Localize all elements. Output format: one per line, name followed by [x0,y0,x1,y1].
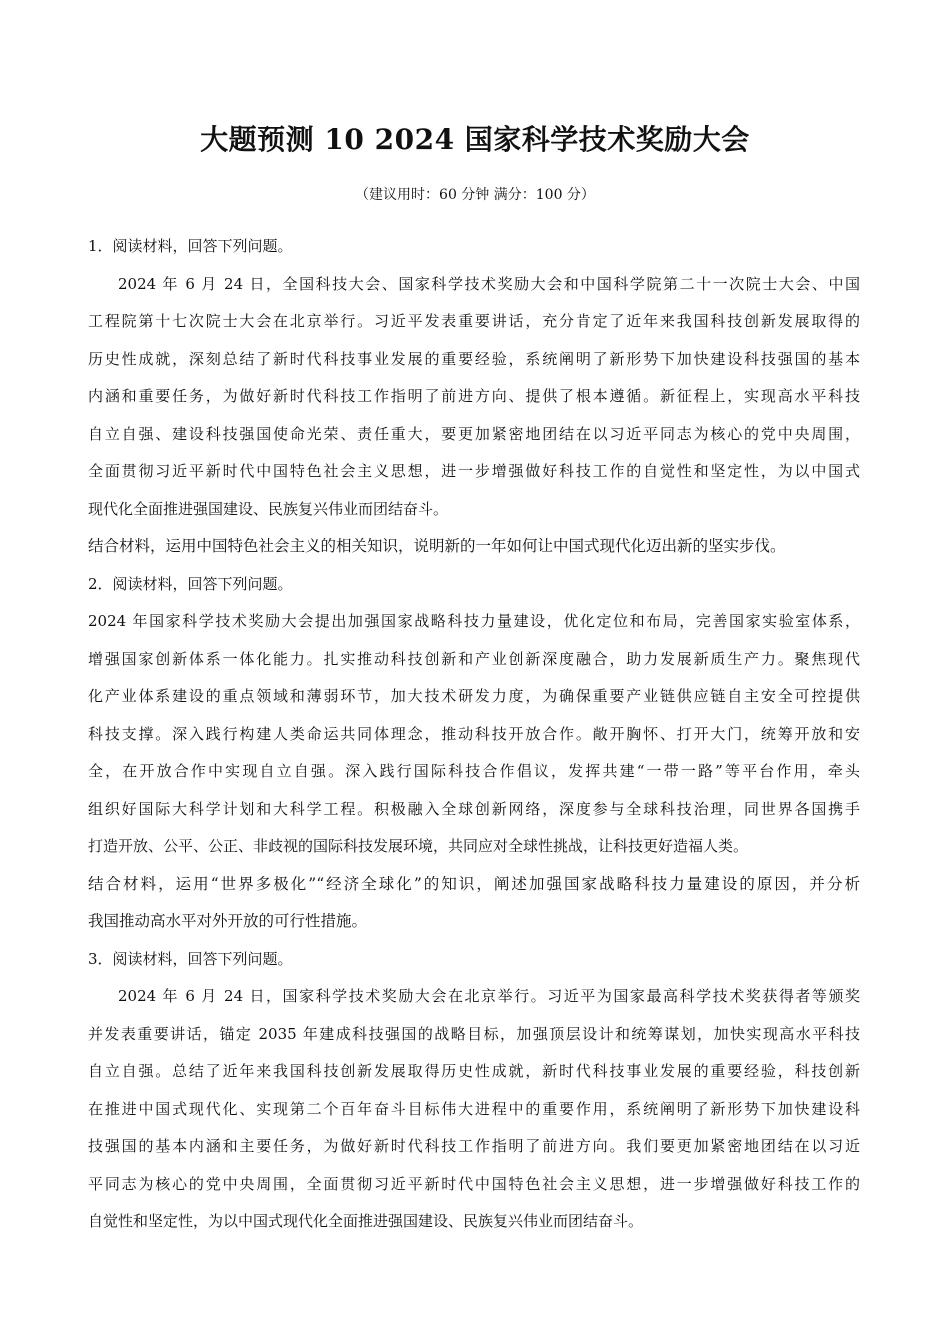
question-1-heading: 1．阅读材料，回答下列问题。 [88,237,293,255]
question-2-material-line: 全，在开放合作中实现自立自强。深入践行国际科技合作倡议，发挥共建“一带一路”等平台作用，牵头 [88,762,860,780]
question-2-material-line: 增强国家创新体系一体化能力。扎实推动科技创新和产业创新深度融合，助力发展新质生产力。聚焦现代 [88,649,860,668]
question-2-heading: 2．阅读材料，回答下列问题。 [88,574,293,593]
question-2-prompt: 结合材料，运用“世界多极化”“经济全球化”的知识，阐述加强国家战略科技力量建设的原因，并分析 [88,874,860,893]
question-2-prompt: 我国推动高水平对外开放的可行性措施。 [88,912,368,930]
question-1-material-line: 全面贯彻习近平新时代中国特色社会主义思想，进一步增强做好科技工作的自觉性和坚定性，为以中国式 [88,462,860,480]
question-1-material-line: 自立自强、建设科技强国使命光荣、责任重大，要更加紧密地团结在以习近平同志为核心的党中央周围， [88,424,860,443]
time-score-note: （建议用时：60 分钟 满分：100 分） [355,187,595,203]
document-body [88,228,860,1241]
question-2-material-line: 化产业体系建设的重点领域和薄弱环节，加大技术研发力度，为确保重要产业链供应链自主安全可控提供 [88,687,860,705]
question-1-material-line: 工程院第十七次院士大会在北京举行。习近平发表重要讲话，充分肯定了近年来我国科技创新发展取得的 [88,312,860,330]
question-3-material-line: 自立自强。总结了近年来我国科技创新发展取得历史性成就，新时代科技事业发展的重要经验，科技创新 [88,1062,860,1080]
question-3-heading: 3．阅读材料，回答下列问题。 [88,949,293,968]
question-2-material-line: 2024 年国家科学技术奖励大会提出加强国家战略科技力量建设，优化定位和布局，完善国家实验室体系， [88,612,860,630]
question-1-prompt: 结合材料，运用中国特色社会主义的相关知识，说明新的一年如何让中国式现代化迈出新的坚实步伐。 [88,537,786,555]
question-2-material-line: 打造开放、公平、公正、非歧视的国际科技发展环境，共同应对全球性挑战，让科技更好造福人类。 [88,837,749,855]
question-3-material-line: 在推进中国式现代化、实现第二个百年奋斗目标伟大进程中的重要作用，系统阐明了新形势下加快建设科 [88,1099,860,1118]
question-1-material-line: 2024 年 6 月 24 日，全国科技大会、国家科学技术奖励大会和中国科学院第二十一次院士大会、中国 [118,274,860,293]
page-title: 大题预测 10 2024 国家科学技术奖励大会 [200,123,750,156]
question-3-material-line: 自觉性和坚定性，为以中国式现代化全面推进强国建设、民族复兴伟业而团结奋斗。 [88,1212,644,1230]
question-3-material-line: 并发表重要讲话，锚定 2035 年建成科技强国的战略目标，加强顶层设计和统筹谋划，加快实现高水平科技 [88,1024,860,1043]
question-1-material-line: 现代化全面推进强国建设、民族复兴伟业而团结奋斗。 [88,499,449,518]
question-3-material-line: 技强国的基本内涵和主要任务，为做好新时代科技工作指明了前进方向。我们要更加紧密地团结在以习近 [88,1137,860,1155]
question-2-material-line: 科技支撑。深入践行构建人类命运共同体理念，推动科技开放合作。敞开胸怀、打开大门，统筹开放和安 [88,724,860,743]
question-1-material-line: 内涵和重要任务，为做好新时代科技工作指明了前进方向、提供了根本遵循。新征程上，实现高水平科技 [88,387,860,405]
question-1-material-line: 历史性成就，深刻总结了新时代科技事业发展的重要经验，系统阐明了新形势下加快建设科技强国的基本 [88,349,860,368]
question-3-material-line: 2024 年 6 月 24 日，国家科学技术奖励大会在北京举行。习近平为国家最高科学技术奖获得者等颁奖 [118,987,860,1005]
question-3-material-line: 平同志为核心的党中央周围，全面贯彻习近平新时代中国特色社会主义思想，进一步增强做好科技工作的 [88,1174,860,1193]
question-2-material-line: 组织好国际大科学计划和大科学工程。积极融入全球创新网络，深度参与全球科技治理，同世界各国携手 [88,799,860,818]
